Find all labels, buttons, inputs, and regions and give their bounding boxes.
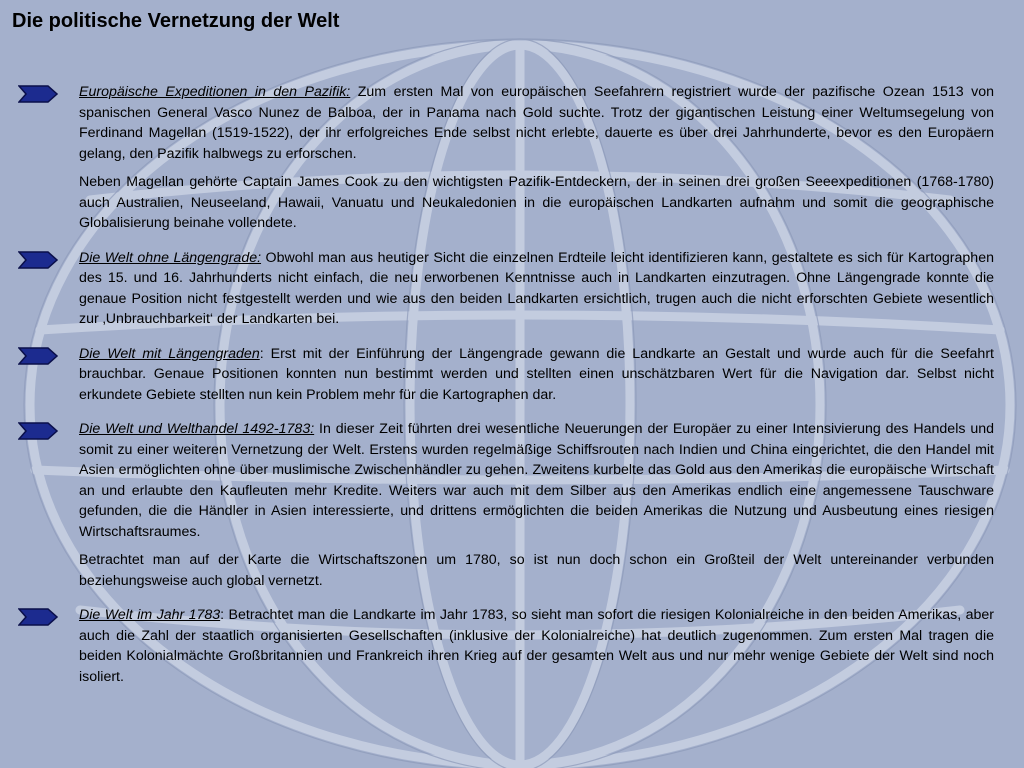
section-paragraph	[79, 344, 994, 406]
section-paragraph	[79, 419, 994, 542]
section-extra-paragraph: Betrachtet man auf der Karte die Wirtschaftszonen um 1780, so ist nun doch schon ein Großteil der Welt untereinander verbunden beziehungsweise auch global vernetzt.	[79, 552, 994, 589]
section-body: : Erst mit der Einführung der Längengrade gewann die Landkarte an Gestalt und wurde auch für die Seefahrt brauchbar. Genaue Positionen konnten nun bestimmt werden und stellten einen unschätzbaren Wert für die Navigation dar. Selbst nicht erkundete Gebiete stellten nun kein Problem mehr für die Kartographen dar.	[79, 345, 994, 403]
page-title: Die politische Vernetzung der Welt	[12, 10, 340, 32]
chevron-arrow-icon	[18, 251, 58, 269]
chevron-arrow-icon	[18, 422, 58, 440]
section-world-without-longitudes	[0, 248, 1024, 330]
section-world-trade	[0, 419, 1024, 591]
section-body: Zum ersten Mal von europäischen Seefahrern registriert wurde der pazifische Ozean 1513 von spanischen General Vasco Nunez de Balboa, der in Panama nach Gold suchte. Trotz der gigantischen Leistung einer Weltumsegelung von Ferdinand Magellan (1519-1522), der ihr erfolgreiches Ende selbst nicht erlebte, dauerte es über drei Jahrhunderte, bevor es den Europäern gelang, den Pazifik halbwegs zu erforschen.	[79, 84, 994, 162]
section-heading: Die Welt ohne Längengrade:	[79, 249, 262, 266]
section-pacific-expeditions	[0, 82, 1024, 234]
section-body: : Betrachtet man die Landkarte im Jahr 1783, so sieht man sofort die riesigen Kolonialreiche in den beiden Amerikas, aber auch die Zahl der staatlich organisierten Gesellschaften (inklusive der Kolonialreiche) hat deutlich zugenommen. Zum ersten Mal tragen die beiden Kolonialmächte Großbritannien und Frankreich ihren Krieg auf der gesamten Welt aus und nur mehr wenige Gebiete der Welt sind noch isoliert.	[79, 607, 994, 685]
section-heading: Die Welt und Welthandel 1492-1783:	[79, 421, 315, 437]
chevron-arrow-icon	[18, 608, 58, 626]
content-area	[0, 82, 1024, 701]
section-heading: Die Welt im Jahr 1783	[79, 607, 221, 623]
section-heading: Die Welt mit Längengraden	[79, 345, 260, 362]
chevron-arrow-icon	[18, 85, 58, 103]
section-world-with-longitudes	[0, 344, 1024, 406]
section-extra-paragraph: Neben Magellan gehörte Captain James Cook zu den wichtigsten Pazifik-Entdeckern, der in seinen drei großen Seeexpeditionen (1768-1780) auch Australien, Neuseeland, Hawaii, Vanuatu und Neukaledonien in die europäischen Landkarten aufnahm und somit die geographische Globalisierung beinahe vollendete.	[79, 174, 994, 231]
section-paragraph	[79, 605, 994, 687]
section-paragraph	[79, 82, 994, 164]
section-body: In dieser Zeit führten drei wesentliche Neuerungen der Europäer zu einer Intensivierung des Handels und somit zu einer weiteren Vernetzung der Welt. Erstens wurden regelmäßige Schiffsrouten nach Indien und China eingerichtet, die den Handel mit Asien ermöglichten ohne über muslimische Zwischenhändler zu gehen. Zweitens kurbelte das Gold aus den Amerikas die europäische Wirtschaft an und erlaubte den Kaufleuten mehr Kredite. Weiters war auch mit dem Silber aus den Amerikas endlich eine angemessene Tauschware gefunden, die die Händler in Asien interessierte, und drittens ermöglichten die beiden Amerikas die Nutzung und Ausbeutung eines riesigen Wirtschaftsraumes.	[79, 421, 995, 540]
section-heading: Europäische Expeditionen in den Pazifik:	[79, 84, 351, 100]
chevron-arrow-icon	[18, 347, 58, 365]
section-paragraph	[79, 248, 994, 330]
section-body: Obwohl man aus heutiger Sicht die einzelnen Erdteile leicht identifizieren kann, gestaltete es sich für Kartographen des 15. und 16. Jahrhunderts nicht einfach, die neu erworbenen Kenntnisse auch in Landkarten einzutragen. Ohne Längengrade konnte die genaue Position nicht festgestellt werden und wie aus den beiden Landkarten ersichtlich, trugen auch die nicht erforschten Gebiete wesentlich zur ‚Unbrauchbarkeit‘ der Landkarten bei.	[79, 249, 994, 327]
section-world-1783	[0, 605, 1024, 687]
